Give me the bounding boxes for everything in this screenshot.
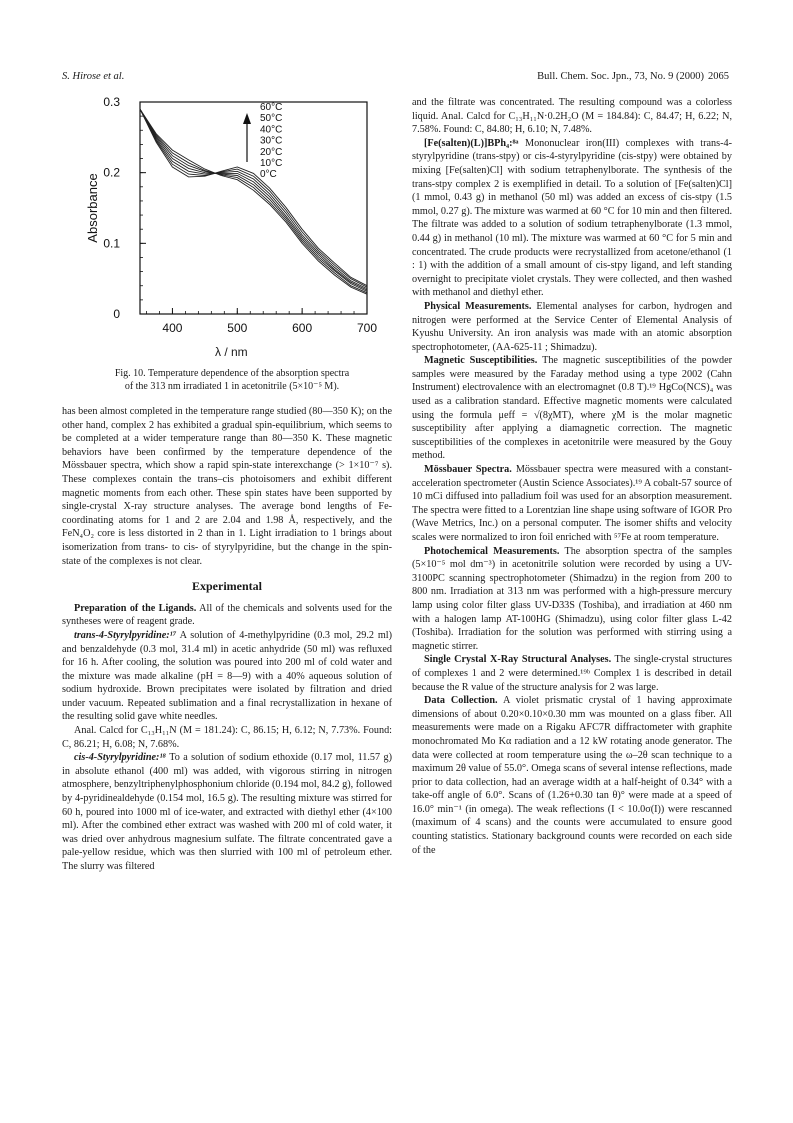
xray-text: The single-crystal structures of complexes 1 and 2 were determined.¹⁹ᵇ Complex 1 is described in detail because the R value of the structure analysis for 2 was large.: [412, 654, 732, 693]
caption-line-2: of the 313 nm irradiated 1 in acetonitrile (5×10⁻⁵ M).: [124, 381, 340, 392]
figure-caption: [72, 367, 392, 393]
photo-text: The absorption spectra of the samples (5×10⁻⁵ mol dm⁻³) in acetonitrile solution were recorded by using a UV-3100PC scanning spectrophotometer (Shimadzu) in the region from 200 to 800 nm. Irradiation at 313 nm was performed with a high-pressure mercury lamp using color filter glass UV-D33S (Toshiba), and irradiation at 460 nm with a halogen lamp AT-100HG (Shimadzu), using color filter glass L-42 (Toshiba). Irradiation for the solution was performed with stirring using a magnetic stirrer.: [412, 545, 732, 652]
running-header-authors: S. Hirose et al.: [62, 71, 125, 82]
mag-text: The magnetic susceptibilities of the powder samples were measured by the Faraday method using a type 2002 (Cahn Instrument) electrovalence with an electromagnet (0.8 T).¹⁹ HgCo(NCS)₄ was used as a calibration standard. Effective magnetic moments were calculated using the formula μeff = √(8χMT), where χM is the molar magnetic susceptibility after applying a diamagnetic correction. The magnetic susceptibilities of the complexes in acetonitrile were measured by the Gouy method.: [412, 355, 732, 462]
legend-entry: 20°C: [260, 146, 283, 158]
fe-text: Mononuclear iron(III) complexes with trans-4-styrylpyridine (trans-stpy) or cis-4-styrylpyridine (cis-stpy) were obtained by mixing [Fe(salten)Cl] with sodium tetraphenylborate. The synthesis of the trans-stpy complex 2 is exemplified in detail. To a solution of [Fe(salten)Cl] (1 mmol, 0.43 g) in methanol (50 ml) was added an excess of cis-stpy (1.5 mmol, 0.27 g). The mixture was warmed at 60 °C for 10 min and then filtered. The filtrate was added to a solution of sodium tetraphenylborate (1.3 mmol, 0.44 g) in methanol (10 ml). The mixture was warmed at 60 °C for 5 min and concentrated. The crude products were recrystallized from acetone/ethanol (1 : 1) with the addition of a small amount of cis-stpy ligand, and left standing overnight to precipitate violet crystals. They were collected, and then washed with methanol and diethyl ether.: [412, 137, 732, 299]
trans-paragraph: [62, 629, 392, 724]
caption-line-1: Fig. 10. Temperature dependence of the absorption spectra: [114, 368, 350, 379]
series-line: [140, 109, 367, 287]
cis-text: To a solution of sodium ethoxide (0.17 mol, 11.57 g) in absolute ethanol (400 ml) was added, with vigorous stirring in nitrogen atmosphere, benzyltriphenylphosphonium chloride (0.194 mol, 84.2 g), followed by 4-pyridinealdehyde (0.154 mol, 16.5 g). The resulting mixture was stirred for 60 h, poured into 1000 ml of ice-water, and extracted with diethyl ether (4×100 ml). After the combined ether extract was washed with 200 ml of cold water, it was dried over anhydrous magnesium sulfate. The filtrate concentrated gave a pale-yellow residue, which was then slurried with 100 ml of petroleum ether. The slurry was filtered: [62, 752, 392, 872]
trend-arrow-head: [243, 113, 251, 124]
trans-heading: trans-4-Styrylpyridine:¹⁷: [74, 629, 177, 641]
data-text: A violet prismatic crystal of 1 having approximate dimensions of about 0.20×0.10×0.30 mm was mounted on a glass fiber. All measurements were made on a Rigaku AFC7R diffractometer with graphite monochromated Mo Kα radiation and a 12 kW rotating anode generator. The data were collected at room temperature using the ω–2θ scan technique to a maximum 2θ value of 55.0°. Omega scans of several intense reflections, made prior to data collection, had an average width at a half-height of 0.34° with a take-off angle of 6.0°. Scans of (1.26+0.30 tan θ)° were made at a speed of 16.0° min⁻¹ (in omega). The weak reflections (I < 10.0σ(I)) were rescanned (maximum of 4 scans) and the counts were accumulated to ensure good counting statistics. Stationary background counts were recorded on each side of the: [412, 695, 733, 856]
legend-entry: 0°C: [260, 169, 277, 181]
x-tick-label: 700: [356, 321, 378, 335]
series-line: [140, 109, 367, 290]
series-line: [140, 109, 367, 293]
trans-analysis: Anal. Calcd for C₁₃H₁₁N (M = 181.24): C, 86.15; H, 6.12; N, 7.73%. Found: C, 86.21; H, 6.08; N, 7.68%.: [62, 725, 392, 750]
plot-frame: [140, 102, 367, 314]
data-paragraph: [412, 694, 732, 857]
mag-paragraph: [412, 354, 732, 463]
mag-heading: Magnetic Susceptibilities.: [424, 355, 538, 367]
x-tick-label: 600: [292, 321, 313, 335]
fe-heading: [Fe(salten)(L)]BPh₄:⁸ᵃ: [424, 137, 519, 149]
left-column: [62, 405, 392, 874]
moss-paragraph: [412, 463, 732, 545]
phys-text: Elemental analyses for carbon, hydrogen and nitrogen were performed at the Service Center of Elemental Analysis of Kyushu University. An iron analysis was made with an atomic absorption spectrophotometer, (AA-625-11 ; Shimadzu).: [412, 300, 733, 353]
series-line: [140, 109, 367, 286]
cis-continued-paragraph: and the filtrate was concentrated. The resulting compound was a colorless liquid. Anal. Calcd for C₁₃H₁₁N·0.2H₂O (M = 184.84): C, 84.47; H, 6.22; N, 7.58%. Found: C, 84.80; H, 6.10; N, 7.48%.: [412, 97, 732, 136]
figure-10: [62, 92, 402, 364]
cis-heading: cis-4-Styrylpyridine:¹⁸: [74, 752, 167, 764]
intro-paragraph: has been almost completed in the temperature range studied (80—350 K); on the other hand, complex 2 has exhibited a gradual spin-equilibrium, which seems to be completed at a wider temperature range than 80—350 K. These magnetic behaviors have been confirmed by the temperature dependence of the Mössbauer spectra, which show a rapid spin-state interexchange (> 1×10⁻⁷ s). These complexes contain the trans–cis photoisomers and exhibit different magnetic moments from each other. These spin states have been supported by single-crystal X-ray structure analyses. The average bond lengths of Fe-coordinating atoms for 1 and 2 are 2.04 and 1.98 Å, respectively, and the FeN₄O₂ core is less distorted in 2 than in 1. Light irradiation to 1 brings about isomerization from trans- to cis- of styrylpyridine, but the change in the spin-state of the complexes is not clear.: [62, 406, 392, 567]
y-tick-label: 0.3: [103, 95, 120, 109]
xray-paragraph: [412, 653, 732, 694]
moss-text: Mössbauer spectra were measured with a constant-acceleration spectrometer (Austin Science Associates).¹⁹ A cobalt-57 source of 10 mCi diffused into palladium foil was used for an absorption measurement. The spectra were fitted to a Lorentzian line shape using software of IGOR Pro (Wave Metrics, Inc.) on a personal computer. The isomer shifts and velocity scales were normalized to iron foil enriched with ⁵⁷Fe at room temperature.: [412, 464, 733, 543]
y-axis-label: Absorbance: [85, 173, 100, 243]
data-heading: Data Collection.: [424, 695, 498, 707]
prep-text: All of the chemicals and solvents used for the syntheses were of reagent grade.: [62, 602, 393, 628]
photo-paragraph: [412, 545, 732, 654]
running-header-journal: [537, 71, 729, 82]
section-title-experimental: Experimental: [192, 579, 262, 594]
x-tick-label: 500: [227, 321, 248, 335]
y-tick-label: 0: [113, 307, 120, 321]
trans-text: A solution of 4-methylpyridine (0.3 mol, 29.2 ml) and benzaldehyde (0.3 mol, 31.4 ml) in acetic anhydride (50 ml) was refluxed for 16 h. After cooling, the solution was poured into 200 ml of cold water and the mixture was made alkaline (pH = 8—9) with a 40% aqueous solution of sodium hydroxide. Brown precipitates were isolated by filtration and dried under vacuum. Repeated sublimation and a final recrystallization in hexane of the resulting solid gave white needles.: [62, 629, 392, 723]
y-tick-label: 0.2: [103, 165, 120, 180]
xray-heading: Single Crystal X-Ray Structural Analyses.: [424, 654, 612, 666]
x-tick-label: 400: [162, 321, 183, 335]
right-column: [412, 96, 732, 857]
fe-paragraph: [412, 137, 732, 300]
absorption-spectra-chart: [62, 92, 402, 364]
legend-entry: 40°C: [260, 124, 283, 136]
cis-paragraph: [62, 751, 392, 873]
legend-entry: 60°C: [260, 102, 283, 113]
y-tick-label: 0.1: [103, 236, 120, 251]
photo-heading: Photochemical Measurements.: [424, 545, 560, 557]
prep-paragraph: [62, 602, 392, 629]
x-axis-label: λ / nm: [215, 345, 248, 359]
phys-paragraph: [412, 300, 732, 354]
page-number: 2065: [708, 71, 729, 82]
legend-entry: 50°C: [260, 113, 283, 125]
legend-entry: 30°C: [260, 135, 283, 147]
phys-heading: Physical Measurements.: [424, 300, 532, 312]
moss-heading: Mössbauer Spectra.: [424, 464, 512, 476]
legend-entry: 10°C: [260, 158, 283, 169]
journal-citation: Bull. Chem. Soc. Jpn., 73, No. 9 (2000): [537, 71, 704, 82]
prep-heading: Preparation of the Ligands.: [74, 602, 197, 614]
